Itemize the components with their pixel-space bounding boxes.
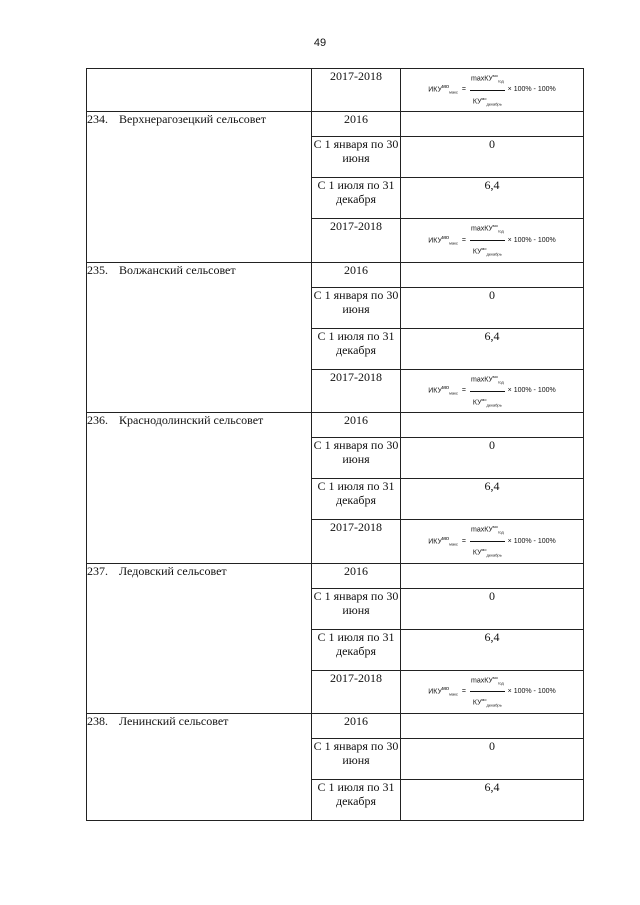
period-cell: С 1 июля по 31 декабря (312, 479, 401, 520)
settlement-name-cell (87, 262, 312, 412)
value-cell (401, 520, 584, 563)
entry-number: 234. (87, 112, 108, 127)
entry-number: 235. (87, 262, 108, 277)
name-cell-empty (87, 69, 312, 112)
period-cell: С 1 января по 30 июня (312, 287, 401, 328)
settlement-name: Верхнерагозецкий сельсовет (119, 112, 266, 127)
table-row (87, 262, 584, 287)
value-cell: 0 (401, 588, 584, 629)
period-cell: С 1 июля по 31 декабря (312, 780, 401, 821)
value-cell (401, 112, 584, 137)
period-cell: С 1 января по 30 июня (312, 588, 401, 629)
growth-formula: $ИКУ^{мо}_{макс}$ = $\frac{\max КУ^{мо}_{год}}{КУ^{мо}_{декабрь}}$ × 100% - 100% (401, 671, 583, 713)
value-cell (401, 262, 584, 287)
period-cell: 2017-2018 (312, 219, 401, 262)
period-cell: 2016 (312, 714, 401, 739)
value-cell (401, 714, 584, 739)
period-cell: С 1 июля по 31 декабря (312, 328, 401, 369)
table-row (87, 112, 584, 137)
period-cell: 2016 (312, 112, 401, 137)
table-row (87, 563, 584, 588)
value-cell: 0 (401, 438, 584, 479)
settlement-name: Волжанский сельсовет (119, 262, 236, 277)
value-cell: 6,4 (401, 629, 584, 670)
value-cell: 0 (401, 137, 584, 178)
period-cell: 2017-2018 (312, 369, 401, 412)
page-number: 49 (313, 37, 327, 49)
value-cell: 6,4 (401, 178, 584, 219)
settlement-name: Ленинский сельсовет (119, 714, 229, 729)
value-cell (401, 413, 584, 438)
settlement-name: Краснодолинский сельсовет (119, 413, 264, 428)
value-cell (401, 219, 584, 262)
growth-formula: $ИКУ^{мо}_{макс}$ = $\frac{\max КУ^{мо}_{год}}{КУ^{мо}_{декабрь}}$ × 100% - 100% (401, 370, 583, 412)
settlement-name-cell (87, 563, 312, 713)
value-cell: 6,4 (401, 479, 584, 520)
table-row (87, 714, 584, 739)
period-cell: 2016 (312, 262, 401, 287)
period-cell: 2016 (312, 413, 401, 438)
value-cell (401, 69, 584, 112)
value-cell (401, 369, 584, 412)
settlement-name-cell (87, 413, 312, 563)
tariff-table (86, 68, 584, 821)
settlement-name: Ледовский сельсовет (119, 563, 227, 578)
period-cell: 2017-2018 (312, 670, 401, 713)
table-row (87, 413, 584, 438)
settlement-name-cell (87, 714, 312, 821)
value-cell: 6,4 (401, 328, 584, 369)
value-cell (401, 563, 584, 588)
period-cell: С 1 января по 30 июня (312, 438, 401, 479)
growth-formula: $ИКУ^{мо}_{макс}$ = $\frac{\max КУ^{мо}_{год}}{КУ^{мо}_{декабрь}}$ × 100% - 100% (401, 520, 583, 562)
entry-number: 236. (87, 413, 108, 428)
period-cell: С 1 июля по 31 декабря (312, 178, 401, 219)
growth-formula: $ИКУ^{мо}_{макс}$ = $\frac{\max КУ^{мо}_{год}}{КУ^{мо}_{декабрь}}$ × 100% - 100% (401, 69, 583, 111)
settlement-name-cell (87, 112, 312, 262)
period-cell: С 1 июля по 31 декабря (312, 629, 401, 670)
value-cell (401, 670, 584, 713)
period-cell: С 1 января по 30 июня (312, 137, 401, 178)
period-cell: С 1 января по 30 июня (312, 739, 401, 780)
entry-number: 238. (87, 714, 108, 729)
period-cell: 2016 (312, 563, 401, 588)
period-cell: 2017-2018 (312, 520, 401, 563)
period-cell: 2017-2018 (312, 69, 401, 112)
value-cell: 0 (401, 739, 584, 780)
value-cell: 6,4 (401, 780, 584, 821)
entry-number: 237. (87, 563, 108, 578)
growth-formula: $ИКУ^{мо}_{макс}$ = $\frac{\max КУ^{мо}_{год}}{КУ^{мо}_{декабрь}}$ × 100% - 100% (401, 219, 583, 261)
table-row (87, 69, 584, 112)
value-cell: 0 (401, 287, 584, 328)
